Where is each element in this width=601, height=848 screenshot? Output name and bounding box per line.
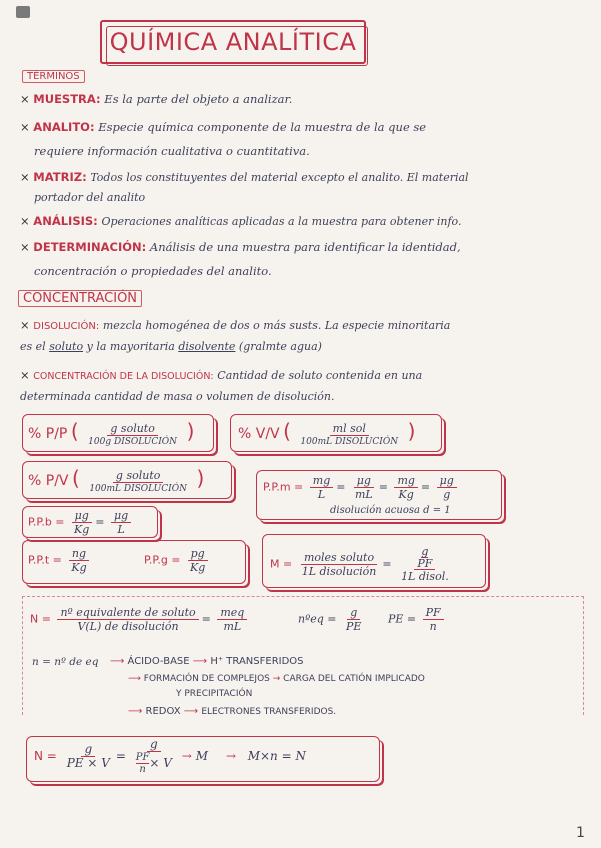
- frac-den: 1L disolución: [301, 565, 377, 578]
- formula-label: P.P.b =: [28, 515, 65, 529]
- formula-normality: N = $\frac{\text{nº equivalente de soluto}}{\text{V(L) de disolución}}$ = $\frac{\text{meq}}{mL}$: [30, 606, 250, 633]
- formula-label: % P/V: [28, 473, 69, 489]
- term-matriz-cont: portador del analito: [34, 191, 146, 204]
- term-text: Especie química componente de la muestra de la que se: [98, 120, 427, 134]
- frac-den: L: [117, 523, 125, 536]
- formula-label: N =: [30, 612, 51, 626]
- frac-den: 1L disol.: [401, 570, 449, 583]
- frac-den: 100mL DISOLUCIÓN: [89, 483, 187, 494]
- frac-num: nº equivalente de soluto: [57, 606, 198, 620]
- arrow-icon: ⟶: [128, 674, 141, 684]
- term-label: MUESTRA:: [33, 92, 101, 106]
- frac-den: g: [443, 488, 451, 501]
- formula-neq: [298, 606, 367, 633]
- frac-num: pg: [188, 547, 208, 561]
- formula-label: PE =: [388, 612, 417, 626]
- arrow-icon: →: [225, 749, 236, 763]
- term-label: ANÁLISIS:: [33, 214, 98, 228]
- frac-den-v: × V: [149, 756, 172, 770]
- frac-num: g soluto: [113, 469, 163, 483]
- frac-num: moles soluto: [301, 551, 377, 565]
- frac-den: 100g DISOLUCIÓN: [88, 436, 178, 447]
- arrow-icon: ⟶: [192, 656, 208, 667]
- frac-den: n: [429, 620, 437, 633]
- formula-label: P.P.g =: [144, 553, 181, 567]
- frac-den: PE × V: [66, 756, 110, 770]
- def-concentracion: × CONCENTRACIÓN DE LA DISOLUCIÓN: Cantidad de soluto contenida en una: [20, 368, 423, 382]
- text-part: y la mayoritaria: [86, 340, 175, 353]
- frac-num: μg: [72, 509, 92, 523]
- page-number: 1: [576, 825, 585, 841]
- frac-den: mL: [354, 488, 373, 501]
- term-text: Operaciones analíticas aplicadas a la muestra para obtener info.: [101, 215, 462, 228]
- frac-num: g: [347, 606, 360, 620]
- frac-num: PF: [423, 606, 444, 620]
- term-label: DETERMINACIÓN:: [33, 240, 147, 254]
- arrow-row-acid-base: [110, 656, 304, 667]
- arrow-row-redox: [128, 706, 336, 717]
- term-text: Análisis de una muestra para identificar la identidad,: [149, 240, 461, 254]
- frac-num-bot: PF: [417, 557, 433, 570]
- molarity-symbol: M: [195, 749, 208, 763]
- arrow-row-complejos: [128, 674, 425, 684]
- formula-label: P.P.m =: [263, 480, 304, 494]
- formula-ppt: [28, 547, 93, 574]
- concentration-tag-text: CONCENTRACIÓN: [23, 291, 138, 306]
- formula-pv: % P/V ( $\frac{\text{g soluto}}{\text{100mL DISOLUCIÓN}}$ ): [28, 466, 205, 494]
- frac-num: μg: [437, 474, 457, 488]
- arrow-icon: ⟶: [110, 656, 125, 667]
- formula-pp: % P/P ( $\frac{\text{g soluto}}{\text{100g DISOLUCIÓN}}$ ): [28, 419, 195, 447]
- frac-num: mg: [310, 474, 333, 488]
- def-text: Cantidad de soluto contenida en una: [217, 369, 423, 382]
- term-determinacion: × DETERMINACIÓN: Análisis de una muestra para identificar la identidad,: [20, 240, 461, 254]
- formula-ppm: P.P.m = $\frac{mg}{L}$ = $\frac{\mu g}{mL}$ = $\frac{mg}{Kg}$ = $\frac{\mu g}{g}$: [263, 474, 460, 501]
- frac-den: 100mL DISOLUCIÓN: [300, 436, 399, 447]
- frac-den: Kg: [190, 561, 206, 574]
- formula-molarity: M = $\frac{\text{moles soluto}}{\text{1L disolución}}$ = g PF 1L disol.: [270, 546, 455, 583]
- formula-label: M =: [270, 557, 293, 571]
- formula-label: P.P.t =: [28, 553, 62, 567]
- frac-num: mg: [394, 474, 417, 488]
- formula-pe: [388, 606, 447, 633]
- frac-num: ng: [69, 547, 89, 561]
- term-analito-cont: requiere información cualitativa o cuantitativa.: [34, 144, 310, 158]
- frac-den: PE: [346, 620, 362, 633]
- formula-label: N =: [34, 749, 57, 763]
- term-muestra: × MUESTRA: Es la parte del objeto a analizar.: [20, 92, 293, 106]
- disolvente-word: disolvente: [178, 340, 236, 353]
- terms-tag-text: TÉRMINOS: [27, 71, 80, 82]
- arrow-label: REDOX: [145, 706, 181, 717]
- frac-den-top: PF: [135, 752, 150, 763]
- arrow-label: ELECTRONES TRANSFERIDOS.: [201, 707, 337, 717]
- def-concentracion-cont: determinada cantidad de masa o volumen de disolución.: [20, 390, 335, 403]
- formula-label: nºeq =: [298, 612, 337, 626]
- def-text: mezcla homogénea de dos o más susts. La especie minoritaria: [102, 319, 451, 332]
- frac-den: Kg: [74, 523, 90, 536]
- frac-den: V(L) de disolución: [77, 620, 179, 633]
- term-label: MATRIZ:: [33, 170, 87, 184]
- concentration-section-tag: [18, 290, 142, 307]
- arrow-icon: →: [272, 674, 281, 684]
- frac-den: Kg: [71, 561, 87, 574]
- term-matriz: × MATRIZ: Todos los constituyentes del material excepto el analito. El material: [20, 170, 469, 184]
- binder-clip-mark: [16, 6, 30, 18]
- term-analito: × ANALITO: Especie química componente de la muestra de la que se: [20, 120, 427, 134]
- def-label: DISOLUCIÓN:: [33, 321, 100, 332]
- formula-vv: % V/V ( $\frac{\text{ml sol}}{\text{100mL DISOLUCIÓN}}$ ): [238, 419, 416, 447]
- frac-den: Kg: [398, 488, 414, 501]
- term-analisis: × ANÁLISIS: Operaciones analíticas aplicadas a la muestra para obtener info.: [20, 214, 462, 228]
- frac-den: L: [317, 488, 326, 501]
- frac-num-top: g: [421, 545, 429, 558]
- soluto-word: soluto: [49, 340, 84, 353]
- formula-label: % P/P: [28, 426, 68, 442]
- formula-label: % V/V: [238, 426, 280, 442]
- arrow-icon: ⟶: [183, 706, 199, 717]
- text-part: es el: [20, 340, 46, 353]
- page-title: QUÍMICA ANALÍTICA: [109, 28, 357, 56]
- arrow-icon: →: [181, 749, 192, 763]
- frac-num: μg: [354, 474, 374, 488]
- term-label: ANALITO:: [33, 120, 95, 134]
- frac-den: mL: [223, 620, 242, 633]
- ppm-note: disolución acuosa d = 1: [330, 505, 451, 516]
- def-disolucion: × DISOLUCIÓN: mezcla homogénea de dos o más susts. La especie minoritaria: [20, 318, 451, 332]
- formula-final: N = $\frac{g}{PE \times V}$ = g $\frac{PF}{n}$ × V → M → M×n = N: [34, 737, 306, 775]
- frac-num: g soluto: [107, 422, 157, 436]
- terms-section-tag: [22, 70, 85, 83]
- text-part: (gralmte agua): [238, 340, 322, 353]
- term-text: Es la parte del objeto a analizar.: [104, 92, 293, 106]
- def-disolucion-cont: [20, 340, 322, 353]
- term-text: Todos los constituyentes del material excepto el analito. El material: [90, 171, 469, 184]
- arrow-icon: ⟶: [128, 706, 143, 717]
- formula-ppg: [144, 547, 211, 574]
- frac-num: ml sol: [330, 422, 369, 436]
- frac-num: g: [147, 738, 161, 752]
- frac-den-bot: n: [139, 764, 146, 775]
- arrow-label: H⁺ TRANSFERIDOS: [210, 656, 304, 667]
- frac-num: g: [81, 743, 95, 757]
- arrow-label: ÁCIDO-BASE: [127, 656, 190, 667]
- n-definition: n = nº de eq: [32, 656, 99, 668]
- arrow-row-precipitacion: Y PRECIPITACIÓN: [176, 689, 253, 699]
- frac-num: μg: [111, 509, 131, 523]
- def-label: CONCENTRACIÓN DE LA DISOLUCIÓN:: [33, 371, 214, 382]
- frac-num: meq: [217, 606, 247, 620]
- term-determinacion-cont: concentración o propiedades del analito.: [34, 264, 272, 278]
- final-result: M×n = N: [247, 749, 306, 763]
- arrow-label: FORMACIÓN DE COMPLEJOS: [143, 674, 270, 684]
- arrow-label: CARGA DEL CATIÓN IMPLICADO: [283, 674, 425, 684]
- title-box: [100, 20, 366, 64]
- formula-ppb: P.P.b = $\frac{\mu g}{Kg}$ = $\frac{\mu g}{L}$: [28, 509, 134, 536]
